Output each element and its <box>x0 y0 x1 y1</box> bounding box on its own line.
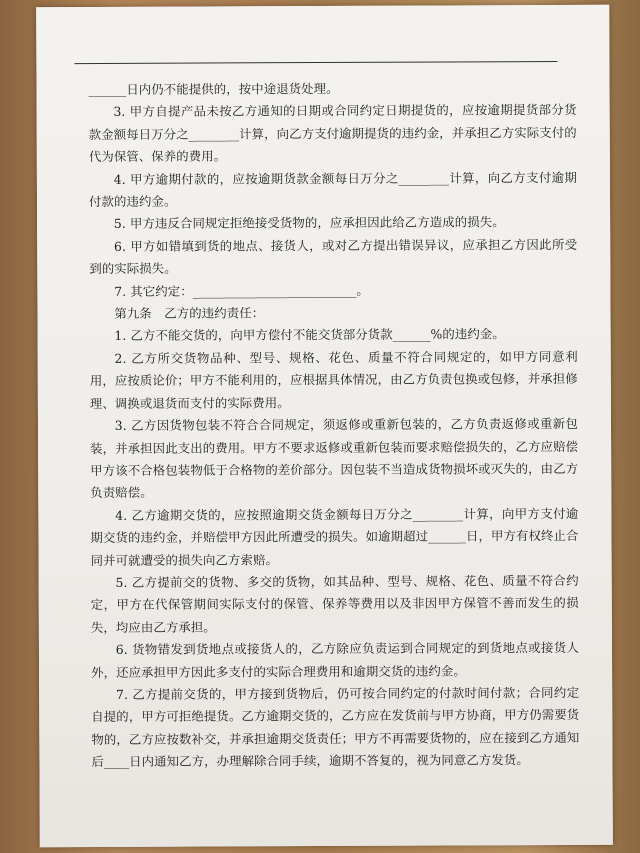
paragraph: 2. 乙方所交货物品种、型号、规格、花色、质量不符合同规定的，如甲方同意利用，应按质论价；甲方不能利用的，应根据具体情况，由乙方负责包换或包修，并承担修理、调换或退货而支付的实际费用。 <box>89 348 578 411</box>
header-rule <box>74 61 557 64</box>
paragraph: 7. 乙方提前交货的，甲方接到货物后，仍可按合同约定的付款时间付款；合同约定自提的，甲方可拒绝提货。乙方逾期交货的，乙方应在发货前与甲方协商，甲方仍需要货物的，乙方应按数补交，并承担逾期交货责任；甲方不再需要货物的，应在接到乙方通知后____日内通知乙方，办理解除合同手续，逾期不答复的，视为同意乙方发货。 <box>91 684 580 770</box>
section-heading: 第九条 乙方的违约责任： <box>114 305 265 321</box>
paragraph: 4. 甲方逾期付款的，应按逾期货款金额每日万分之________计算，向乙方支付逾期付款的违约金。 <box>88 169 577 210</box>
paragraph: 5. 乙方提前交的货物、多交的货物，如其品种、型号、规格、花色、质量不符合约定，甲方在代保管期间实际支付的保管、保养等费用以及非因甲方保管不善而发生的损失，均应由乙方承担。 <box>90 572 579 635</box>
paragraph: 5. 甲方违反合同规定拒绝接受货物的，应承担因此给乙方造成的损失。 <box>113 214 505 232</box>
contract-text <box>88 77 579 774</box>
paragraph: ______日内仍不能提供的，按中途退货处理。 <box>88 80 339 98</box>
paragraph: 3. 甲方自提产品未按乙方通知的日期或合同约定日期提货的，应按逾期提货部分货款金额每日万分之________计算，向乙方支付逾期提货的违约金，并承担乙方实际支付的代为保管、保养的费用。 <box>88 102 577 165</box>
paragraph: 3. 乙方因货物包装不符合合同规定，须返修或重新包装的，乙方负责返修或重新包装，并承担因此支出的费用。甲方不要求返修或重新包装而要求赔偿损失的，乙方应赔偿甲方该不合格包装物低于合格物的差价部分。因包装不当造成货物损坏或灭失的，由乙方负责赔偿。 <box>90 415 579 501</box>
document-page <box>36 5 613 847</box>
paragraph: 4. 乙方逾期交货的，应按照逾期交货金额每日万分之________计算，向甲方支付逾期交货的违约金，并赔偿甲方因此所遭受的损失。如逾期超过______日，甲方有权终止合同并可就遭受的损失向乙方索赔。 <box>90 505 579 568</box>
paragraph: 7. 其它约定：__________________________。 <box>114 282 369 299</box>
paragraph: 1. 乙方不能交货的，向甲方偿付不能交货部分货款______%的违约金。 <box>114 326 505 344</box>
paragraph: 6. 甲方如错填到货的地点、接货人，或对乙方提出错误异议，应承担乙方因此所受到的实际损失。 <box>89 236 578 277</box>
paragraph: 6. 货物错发到货地点或接货人的，乙方除应负责运到合同规定的到货地点或接货人外，还应承担甲方因此多支付的实际合理费用和逾期交货的违约金。 <box>91 640 580 680</box>
